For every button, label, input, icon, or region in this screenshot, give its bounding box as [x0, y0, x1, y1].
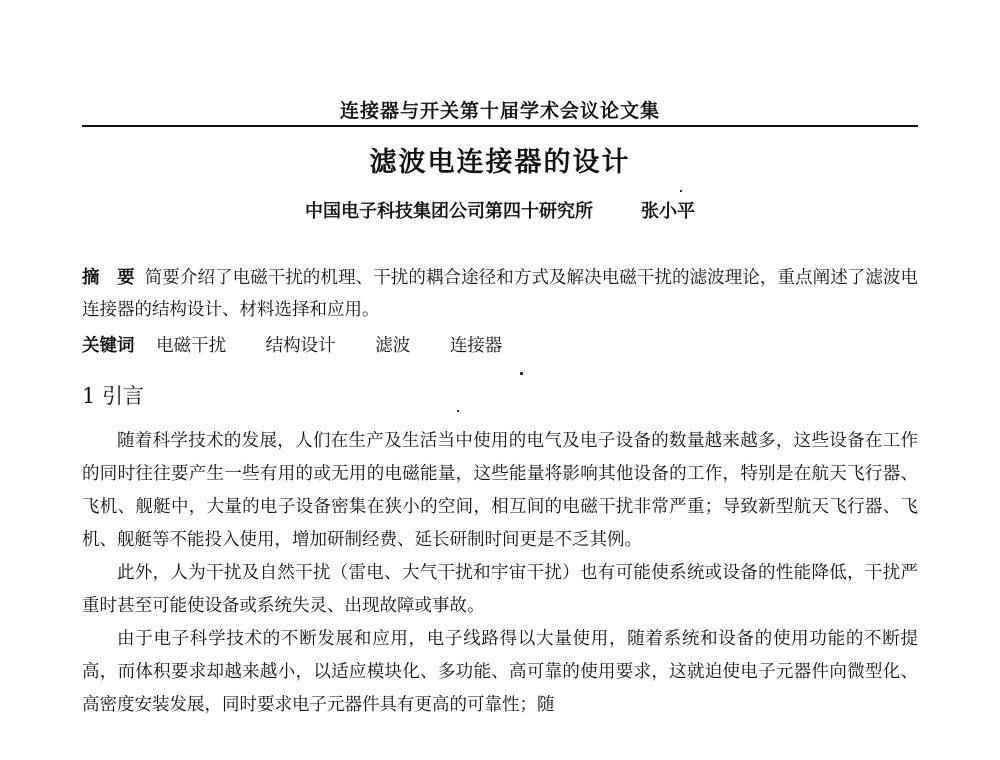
- body-text: [82, 425, 918, 722]
- keywords-label: 关键词: [82, 336, 135, 356]
- author: 张小平: [641, 201, 695, 222]
- abstract-text: 简要介绍了电磁干扰的机理、干扰的耦合途径和方式及解决电磁干扰的滤波理论，重点阐述了滤波电连接器的结构设计、材料选择和应用。: [82, 268, 919, 320]
- keywords: [82, 330, 918, 362]
- keyword-item: 电磁干扰: [156, 336, 227, 356]
- scan-speck: [457, 410, 459, 412]
- running-header: 连接器与开关第十届学术会议论文集: [339, 100, 660, 122]
- section-heading: 1 引言: [82, 384, 145, 408]
- body-paragraph: 由于电子科学技术的不断发展和应用，电子线路得以大量使用，随着系统和设备的使用功能的不断提高，而体积要求却越来越小，以适应模块化、多功能、高可靠的使用要求，这就迫使电子元器件向微型化、高密度安装发展，同时要求电子元器件具有更高的可靠性；随: [82, 629, 918, 715]
- body-paragraph: 随着科学技术的发展，人们在生产及生活当中使用的电气及电子设备的数量越来越多，这些设备在工作的同时往往要产生一些有用的或无用的电磁能量，这些能量将影响其他设备的工作，特别是在航天飞行器、飞机、舰艇中，大量的电子设备密集在狭小的空间，相互间的电磁干扰非常严重；导致新型航天飞行器、飞机、舰艇等不能投入使用，增加研制经费、延长研制时间更是不乏其例。: [82, 431, 918, 550]
- scan-speck: [520, 372, 523, 375]
- abstract: [82, 262, 918, 326]
- header-rule: [82, 125, 918, 127]
- keyword-item: 结构设计: [265, 336, 336, 356]
- keyword-item: 连接器: [449, 336, 503, 356]
- affiliation: 中国电子科技集团公司第四十研究所: [305, 201, 593, 222]
- keyword-item: 滤波: [375, 336, 411, 356]
- abstract-label: 摘 要: [82, 268, 135, 288]
- byline: [82, 197, 918, 223]
- scan-speck: [680, 190, 682, 192]
- body-paragraph: 此外，人为干扰及自然干扰（雷电、大气干扰和宇宙干扰）也有可能使系统或设备的性能降低，干扰严重时甚至可能使设备或系统失灵、出现故障或事故。: [82, 563, 918, 616]
- paper-title: 滤波电连接器的设计: [369, 147, 631, 178]
